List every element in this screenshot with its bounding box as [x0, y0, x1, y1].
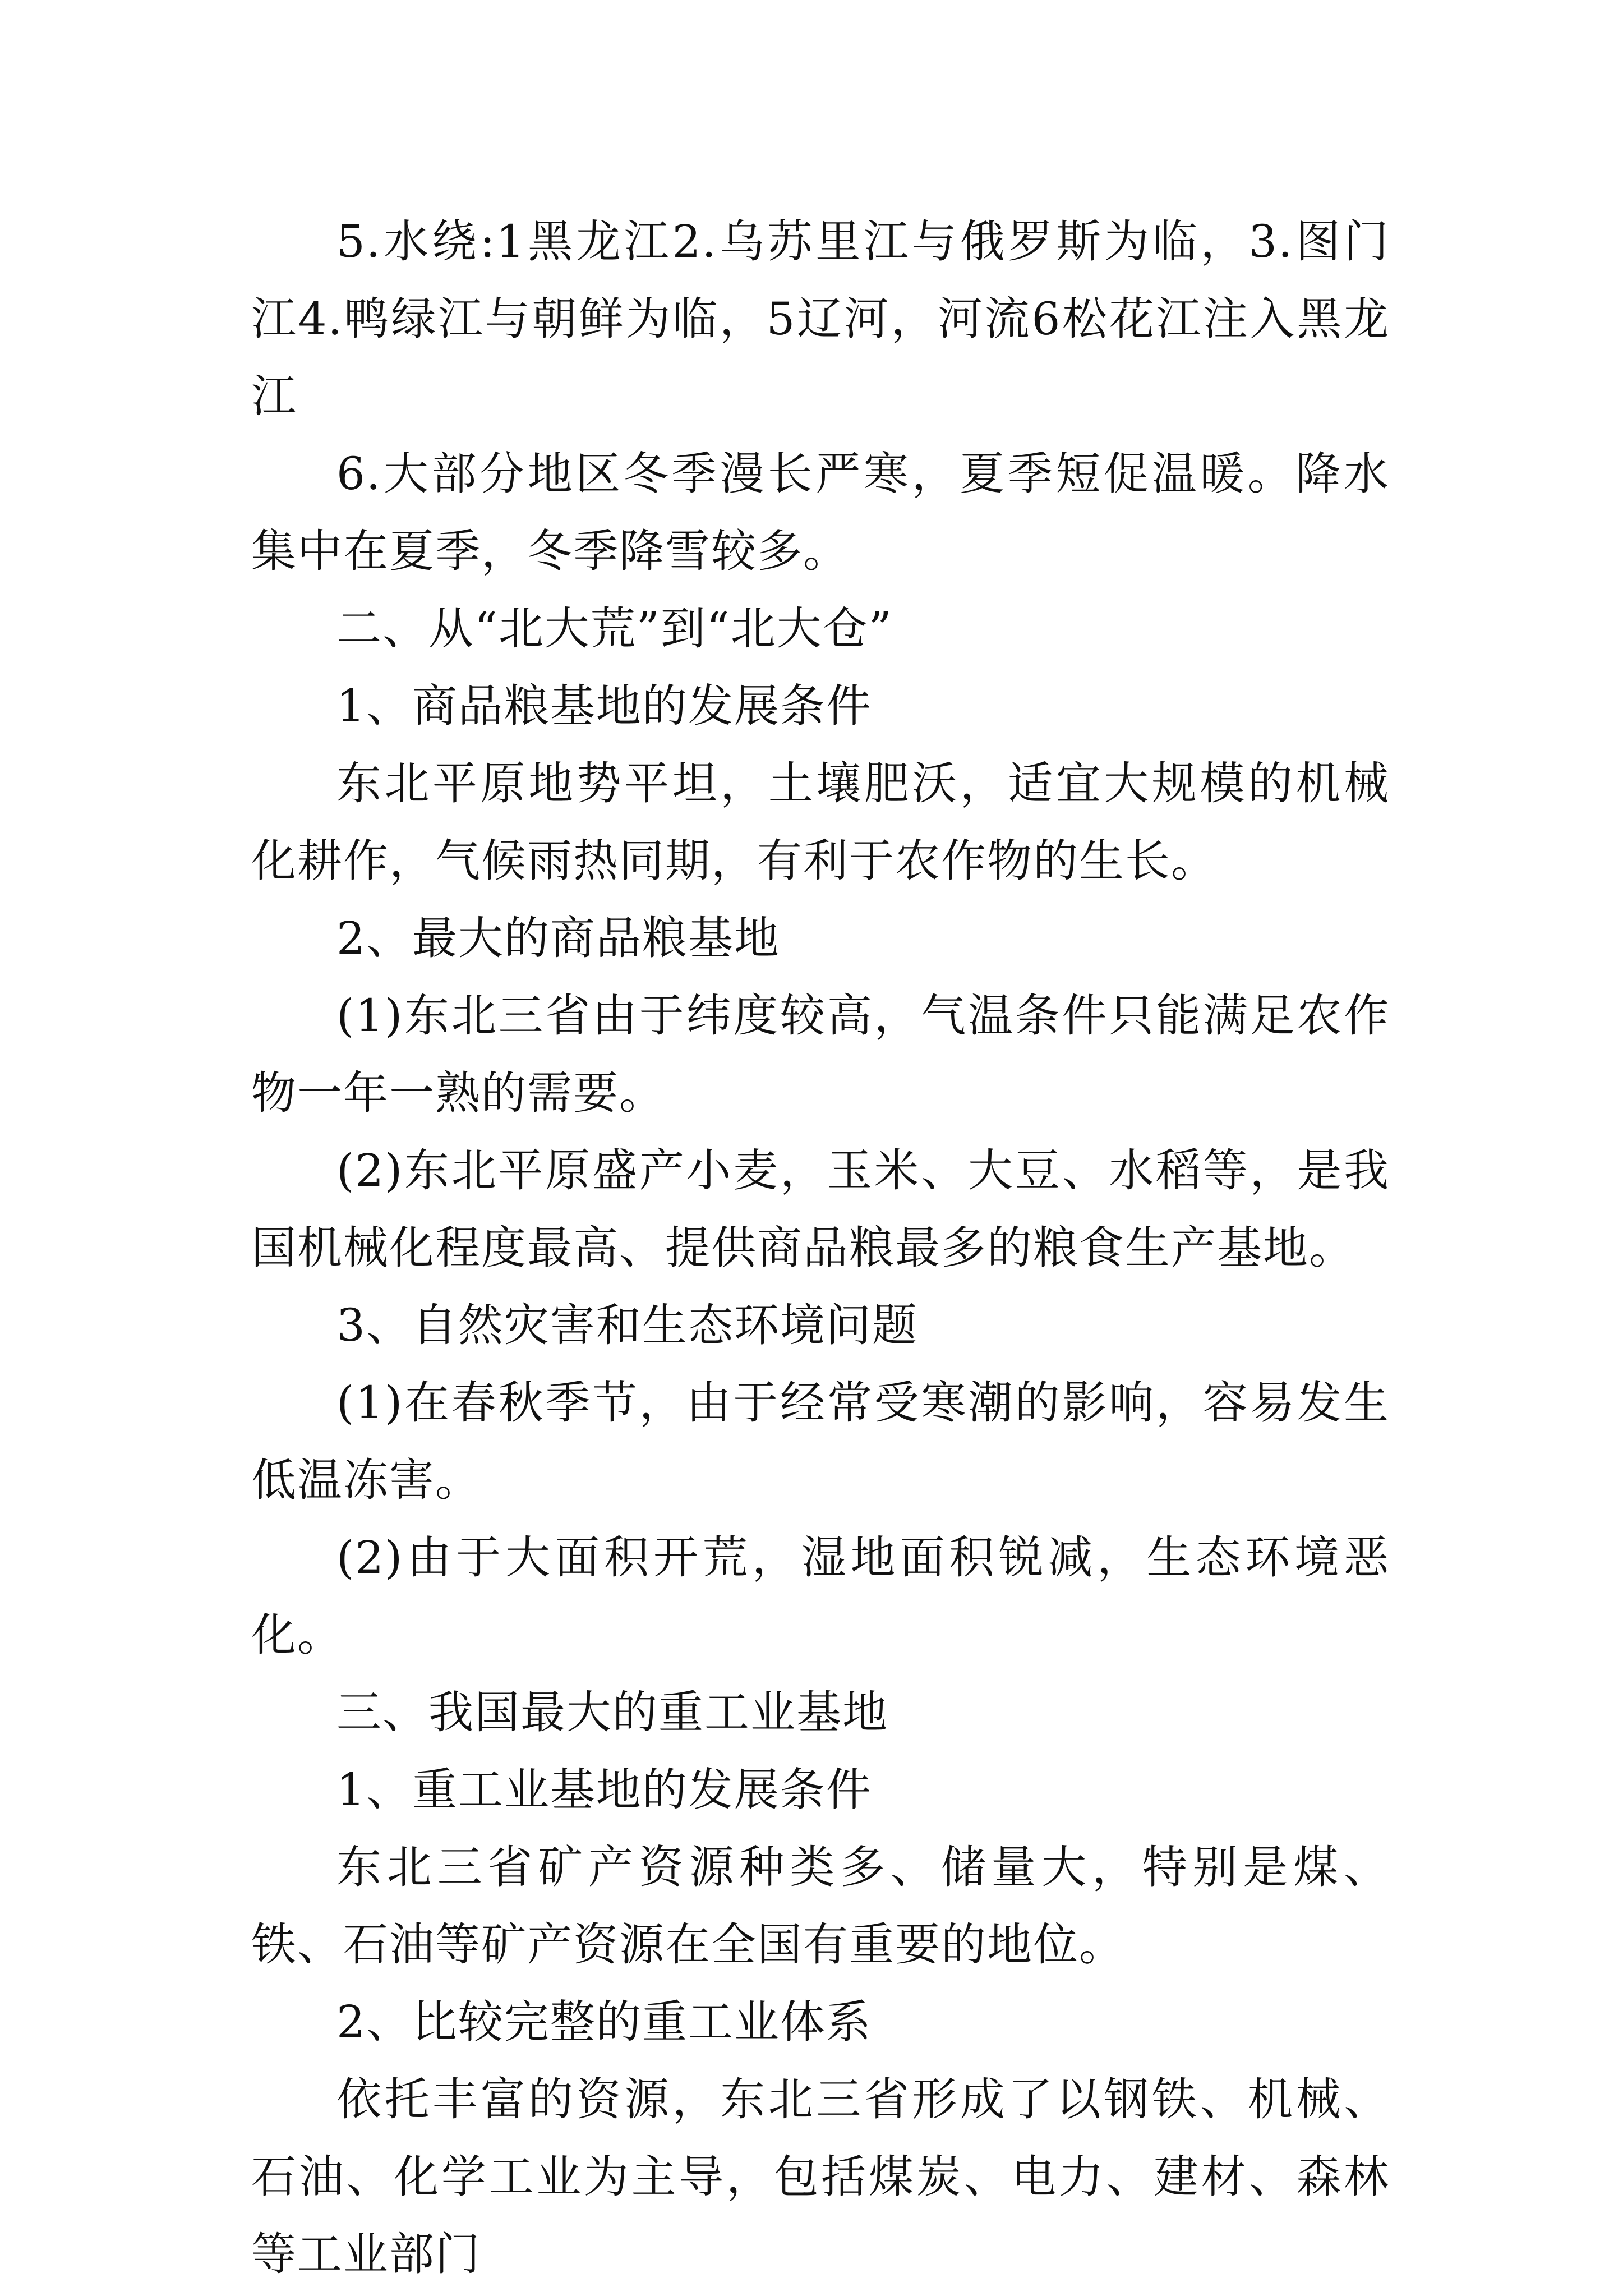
paragraph-plain-conditions: 东北平原地势平坦，土壤肥沃，适宜大规模的机械化耕作，气候雨热同期，有利于农作物的生长。 [251, 757, 1390, 887]
subheading-largest-grain-base: 2、最大的商品粮基地 [336, 912, 780, 964]
paragraph-minerals: 东北三省矿产资源种类多、储量大，特别是煤、铁、石油等矿产资源在全国有重要的地位。 [251, 1841, 1390, 1971]
paragraph-latitude: (1)东北三省由于纬度较高，气温条件只能满足农作物一年一熟的需要。 [251, 990, 1390, 1119]
paragraph-cold-wave: (1)在春秋季节，由于经常受寒潮的影响，容易发生低温冻害。 [251, 1377, 1390, 1506]
document-body [251, 203, 1390, 2293]
section-heading-3: 三、我国最大的重工业基地 [336, 1686, 888, 1738]
paragraph-climate: 6.大部分地区冬季漫长严寒，夏季短促温暖。降水集中在夏季，冬季降雪较多。 [251, 448, 1390, 577]
paragraph-crops: (2)东北平原盛产小麦，玉米、大豆、水稻等，是我国机械化程度最高、提供商品粮最多的粮食生产基地。 [251, 1144, 1390, 1274]
paragraph-industry-sectors: 依托丰富的资源，东北三省形成了以钢铁、机械、石油、化学工业为主导，包括煤炭、电力、建材、森林等工业部门 [251, 2073, 1390, 2280]
subheading-industry-conditions: 1、重工业基地的发展条件 [336, 1764, 872, 1816]
paragraph-water-systems: 5.水绕:1黑龙江2.乌苏里江与俄罗斯为临，3.图门江4.鸭绿江与朝鲜为临，5辽河，河流6松花江注入黑龙江 [251, 215, 1390, 422]
paragraph-wetlands: (2)由于大面积开荒，湿地面积锐减，生态环境恶化。 [251, 1531, 1390, 1661]
subheading-grain-conditions: 1、商品粮基地的发展条件 [336, 680, 872, 732]
subheading-disasters: 3、自然灾害和生态环境问题 [336, 1299, 918, 1351]
subheading-industry-system: 2、比较完整的重工业体系 [336, 1996, 872, 2048]
section-heading-2: 二、从“北大荒”到“北大仓” [336, 602, 893, 655]
